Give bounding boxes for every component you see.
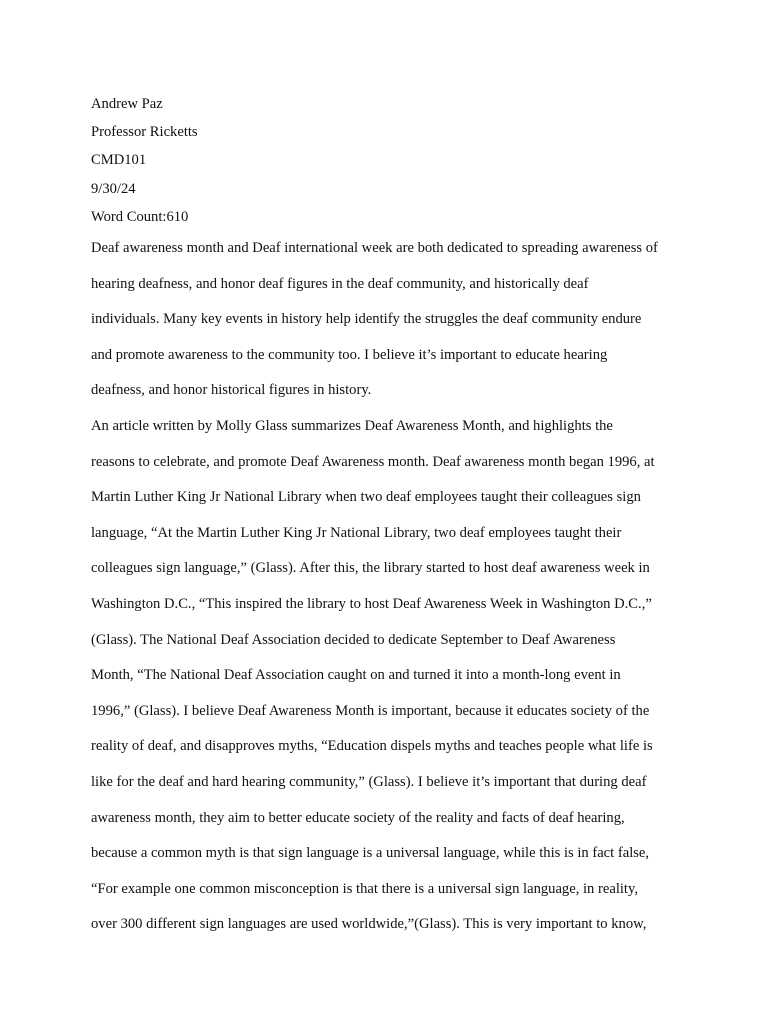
body-line: Month, “The National Deaf Association caught on and turned it into a month-long event in xyxy=(91,667,621,684)
body-line: over 300 different sign languages are used worldwide,”(Glass). This is very important to know, xyxy=(91,916,647,933)
essay-date: 9/30/24 xyxy=(91,180,136,197)
word-count: Word Count:610 xyxy=(91,208,189,225)
body-line: Washington D.C., “This inspired the library to host Deaf Awareness Week in Washington D.C.,” xyxy=(91,595,652,612)
body-line: language, “At the Martin Luther King Jr National Library, two deaf employees taught their xyxy=(91,524,622,541)
essay-header xyxy=(91,90,691,231)
body-line: An article written by Molly Glass summarizes Deaf Awareness Month, and highlights the xyxy=(91,417,613,434)
body-line: individuals. Many key events in history help identify the struggles the deaf community endure xyxy=(91,311,642,328)
body-line: awareness month, they aim to better educate society of the reality and facts of deaf hearing, xyxy=(91,809,625,826)
body-line: 1996,” (Glass). I believe Deaf Awareness Month is important, because it educates society of the xyxy=(91,702,650,719)
body-line: Martin Luther King Jr National Library when two deaf employees taught their colleagues sign xyxy=(91,489,641,506)
essay-body xyxy=(91,231,691,943)
body-line: Deaf awareness month and Deaf international week are both dedicated to spreading awareness of xyxy=(91,240,658,257)
essay-document xyxy=(91,90,691,943)
course-code: CMD101 xyxy=(91,152,147,169)
body-line: hearing deafness, and honor deaf figures in the deaf community, and historically deaf xyxy=(91,275,589,292)
body-line: like for the deaf and hard hearing community,” (Glass). I believe it’s important that during deaf xyxy=(91,773,647,790)
body-line: reasons to celebrate, and promote Deaf Awareness month. Deaf awareness month began 1996, at xyxy=(91,453,655,470)
body-line: because a common myth is that sign language is a universal language, while this is in fact false, xyxy=(91,845,650,862)
author-name: Andrew Paz xyxy=(91,96,163,112)
body-line: reality of deaf, and disapproves myths, “Education dispels myths and teaches people what life is xyxy=(91,738,653,755)
professor-name: Professor Ricketts xyxy=(91,124,198,141)
body-line: and promote awareness to the community too. I believe it’s important to educate hearing xyxy=(91,346,608,363)
body-line: deafness, and honor historical figures in history. xyxy=(91,382,372,399)
body-line: “For example one common misconception is that there is a universal sign language, in reality, xyxy=(91,880,638,897)
body-line: colleagues sign language,” (Glass). After this, the library started to host deaf awareness week in xyxy=(91,560,650,577)
body-line: (Glass). The National Deaf Association decided to dedicate September to Deaf Awareness xyxy=(91,631,616,648)
